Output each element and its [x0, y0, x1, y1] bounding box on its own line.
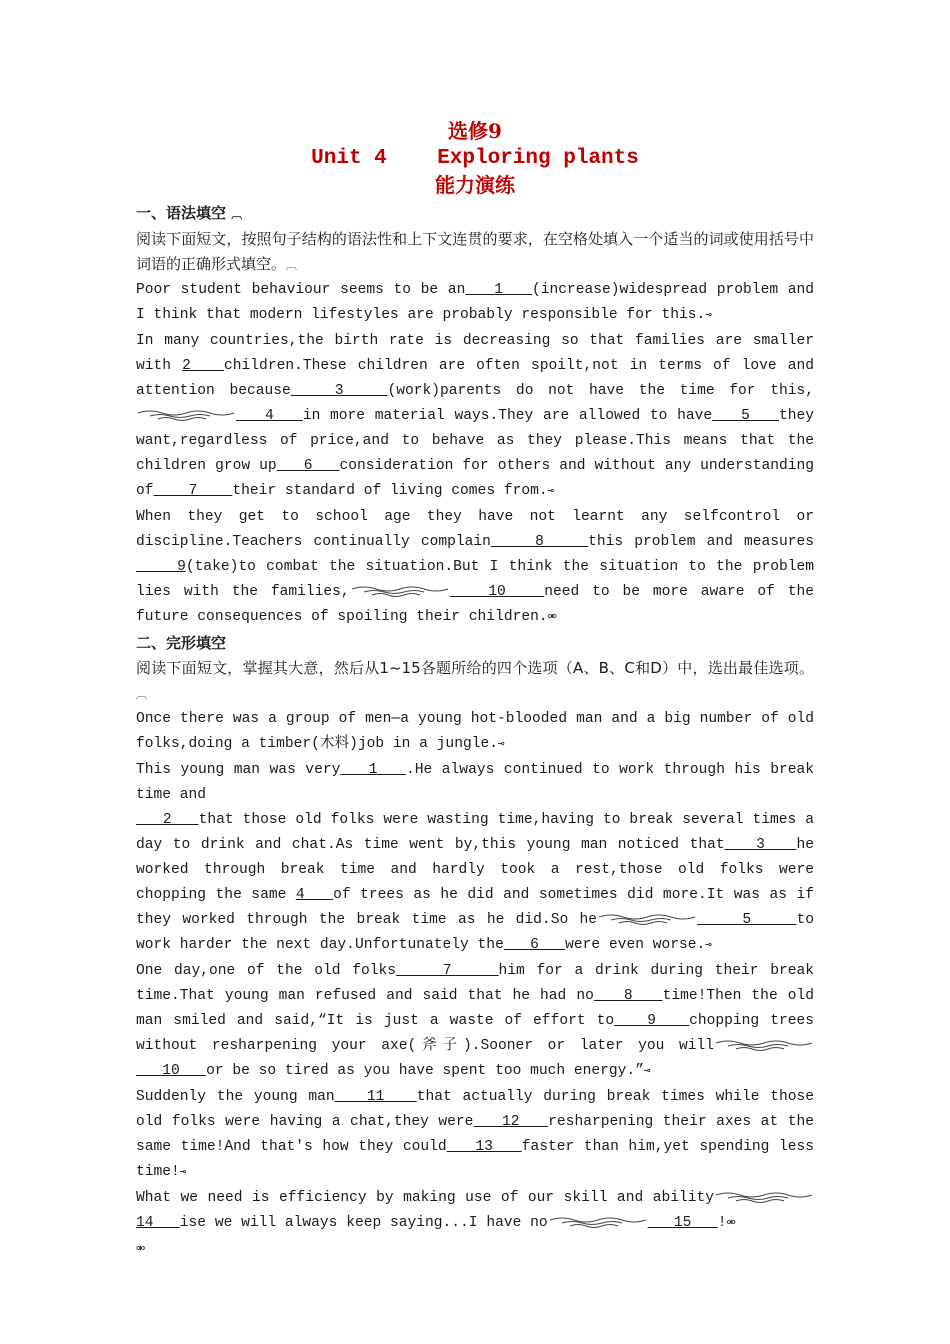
- cloze-blank-4: 4: [295, 887, 334, 903]
- wave-mark: [714, 1039, 814, 1051]
- cloze-paragraph-3: One day,one of the old folks 7 him for a drink during their break time.That young man refused and said that he had no 8 time!Then the old man smiled and said,“It is just a waste of effort to 9 chopping trees without resharpening your axe(斧子).Sooner or later you will 10 or be so tired as you have spent too much energy.”⊸: [136, 963, 815, 1079]
- cloze-blank-8: 8: [593, 988, 663, 1004]
- grammar-heading: 一、语法填空 ︹: [136, 204, 243, 222]
- cloze-blank-10: 10: [136, 1063, 207, 1079]
- wave-mark: [714, 1191, 814, 1203]
- cloze-blank-1: 1: [340, 762, 407, 778]
- blank-6: 6: [276, 458, 340, 474]
- blank-4: 4: [236, 408, 303, 424]
- cloze-blank-3: 3: [724, 837, 797, 853]
- cloze-blank-6: 6: [503, 937, 566, 953]
- end-mark: ⚮: [136, 1244, 146, 1256]
- wave-mark: [548, 1216, 648, 1228]
- cloze-paragraph-2b: 2 that those old folks were wasting time,having to break several times a day to drink and chat.As time went by,this young man noticed that 3 he worked through break time and hardly took a rest,those old folks were chopping the same 4 of trees as he did and sometimes did more.It was as if they worked through the break time as he did.So he 5 to work harder the next day.Unfortunately the 6 were even worse.⊸: [136, 812, 815, 953]
- cloze-heading: 二、完形填空: [136, 634, 227, 652]
- grammar-paragraph-1: Poor student behaviour seems to be an 1 (increase)widespread problem and I think that modern lifestyles are probably responsible for this.⊸: [136, 282, 815, 323]
- cloze-blank-12: 12: [473, 1114, 549, 1130]
- grammar-paragraph-2: In many countries,the birth rate is decreasing so that families are smaller with 2 children.These children are often spoilt,not in terms of love and attention because 3 (work)parents do not have the time for this, 4 in more material ways.They are allowed to have 5 they want,regardless of price,and to behave as they please.This means that the children grow up 6 consideration for others and without any understanding of 7 their standard of living comes from.⊸: [136, 333, 815, 499]
- volume-title: 选修9: [448, 119, 502, 143]
- cloze-paragraph-5: What we need is efficiency by making use of our skill and ability 14 ise we will always keep saying...I have no 15 !⚮: [136, 1186, 814, 1237]
- wave-mark: [136, 409, 236, 421]
- blank-2: 2: [182, 358, 225, 374]
- cloze-blank-9: 9: [614, 1013, 690, 1029]
- section-title: 能力演练: [435, 173, 515, 197]
- blank-10: 10: [449, 584, 545, 600]
- blank-7: 7: [153, 483, 233, 499]
- cloze-blank-7: 7: [396, 963, 499, 979]
- cloze-blank-15: 15: [647, 1215, 718, 1231]
- blank-8: 8: [490, 534, 589, 550]
- blank-5: 5: [712, 408, 779, 424]
- cloze-paragraph-1: Once there was a group of men—a young hot-blooded man and a big number of old folks,doing a timber(木料)job in a jungle.⊸: [136, 711, 814, 752]
- unit-title: Unit 4 Exploring plants: [311, 147, 639, 170]
- cloze-paragraph-4: Suddenly the young man 11 that actually during break times while those old folks were having a chat,they were 12 resharpening their axes at the same time!And that's how they could 13 faster than him,yet spending less time!⊸: [136, 1089, 815, 1180]
- cloze-blank-13: 13: [446, 1139, 522, 1155]
- cloze-blank-2: 2: [136, 812, 199, 828]
- wave-mark: [350, 585, 450, 597]
- document-page: [136, 118, 814, 1263]
- cloze-instruction: 阅读下面短文，掌握其大意，然后从1~15各题所给的四个选项（A、B、C和D）中，选出最佳选项。︹: [136, 659, 814, 701]
- grammar-paragraph-3: When they get to school age they have not learnt any selfcontrol or discipline.Teachers continually complain 8 this problem and measures 9(take)to combat the situation.But I think the situation to the problem lies with the families, 10 need to be more aware of the future consequences of spoiling their children.⚮: [136, 509, 814, 625]
- cloze-paragraph-2a: This young man was very 1 .He always continued to work through his break time and: [136, 762, 814, 803]
- wave-mark: [597, 913, 697, 925]
- blank-3: 3: [290, 383, 388, 399]
- blank-9: 9: [136, 559, 186, 575]
- cloze-blank-11: 11: [334, 1089, 417, 1105]
- cloze-blank-14: 14: [136, 1215, 180, 1231]
- grammar-instruction: 阅读下面短文，按照句子结构的语法性和上下文连贯的要求，在空格处填入一个适当的词或使用括号中词语的正确形式填空。︹: [136, 230, 814, 273]
- cloze-blank-5: 5: [697, 912, 797, 928]
- blank-1: 1: [465, 282, 532, 298]
